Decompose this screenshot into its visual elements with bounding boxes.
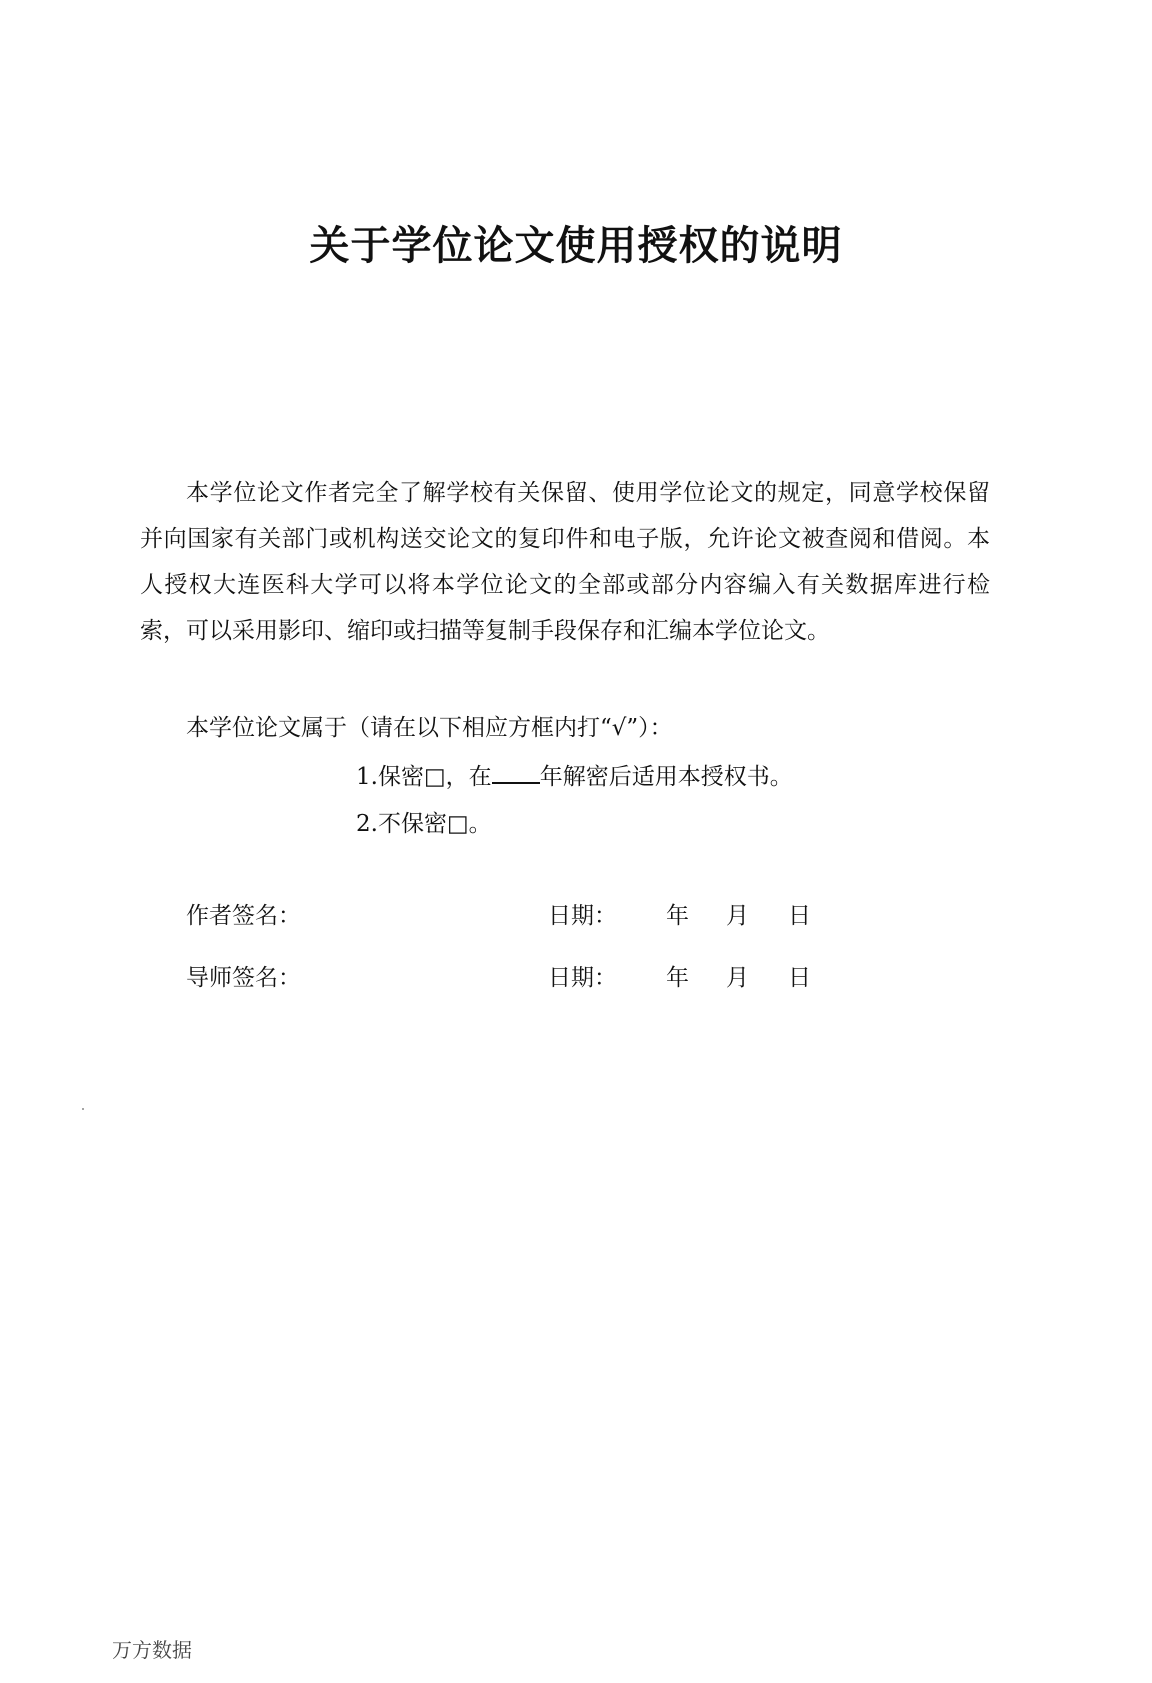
option-confidential-suffix: 年解密后适用本授权书。 <box>539 764 793 790</box>
author-date-month: 月 <box>726 903 749 929</box>
option-not-confidential: 2.不保密□。 <box>356 811 492 837</box>
option-confidential-prefix: 1.保密□，在 <box>356 764 492 790</box>
watermark-text: 万方数据 <box>112 1638 192 1662</box>
document-title: 关于学位论文使用授权的说明 <box>309 223 843 269</box>
authorization-paragraph: 本学位论文作者完全了解学校有关保留、使用学位论文的规定，同意学校保留并向国家有关部门或机构送交论文的复印件和电子版，允许论文被查阅和借阅。本人授权大连医科大学可以将本学位论文的全部或部分内容编入有关数据库进行检索，可以采用影印、缩印或扫描等复制手段保存和汇编本学位论文。 <box>140 480 990 644</box>
advisor-date-month: 月 <box>726 965 749 991</box>
years-blank <box>492 760 540 784</box>
classification-intro: 本学位论文属于（请在以下相应方框内打“√”）： <box>186 715 673 741</box>
advisor-date-day: 日 <box>788 965 811 991</box>
advisor-signature-label: 导师签名： <box>186 965 301 991</box>
advisor-date-label: 日期： <box>548 965 617 991</box>
author-date-day: 日 <box>788 903 811 929</box>
advisor-date-year: 年 <box>666 965 689 991</box>
author-date-year: 年 <box>666 903 689 929</box>
author-signature-label: 作者签名： <box>186 903 301 929</box>
option-confidential <box>356 760 793 793</box>
scan-speck <box>82 1108 84 1110</box>
author-date-label: 日期： <box>548 903 617 929</box>
